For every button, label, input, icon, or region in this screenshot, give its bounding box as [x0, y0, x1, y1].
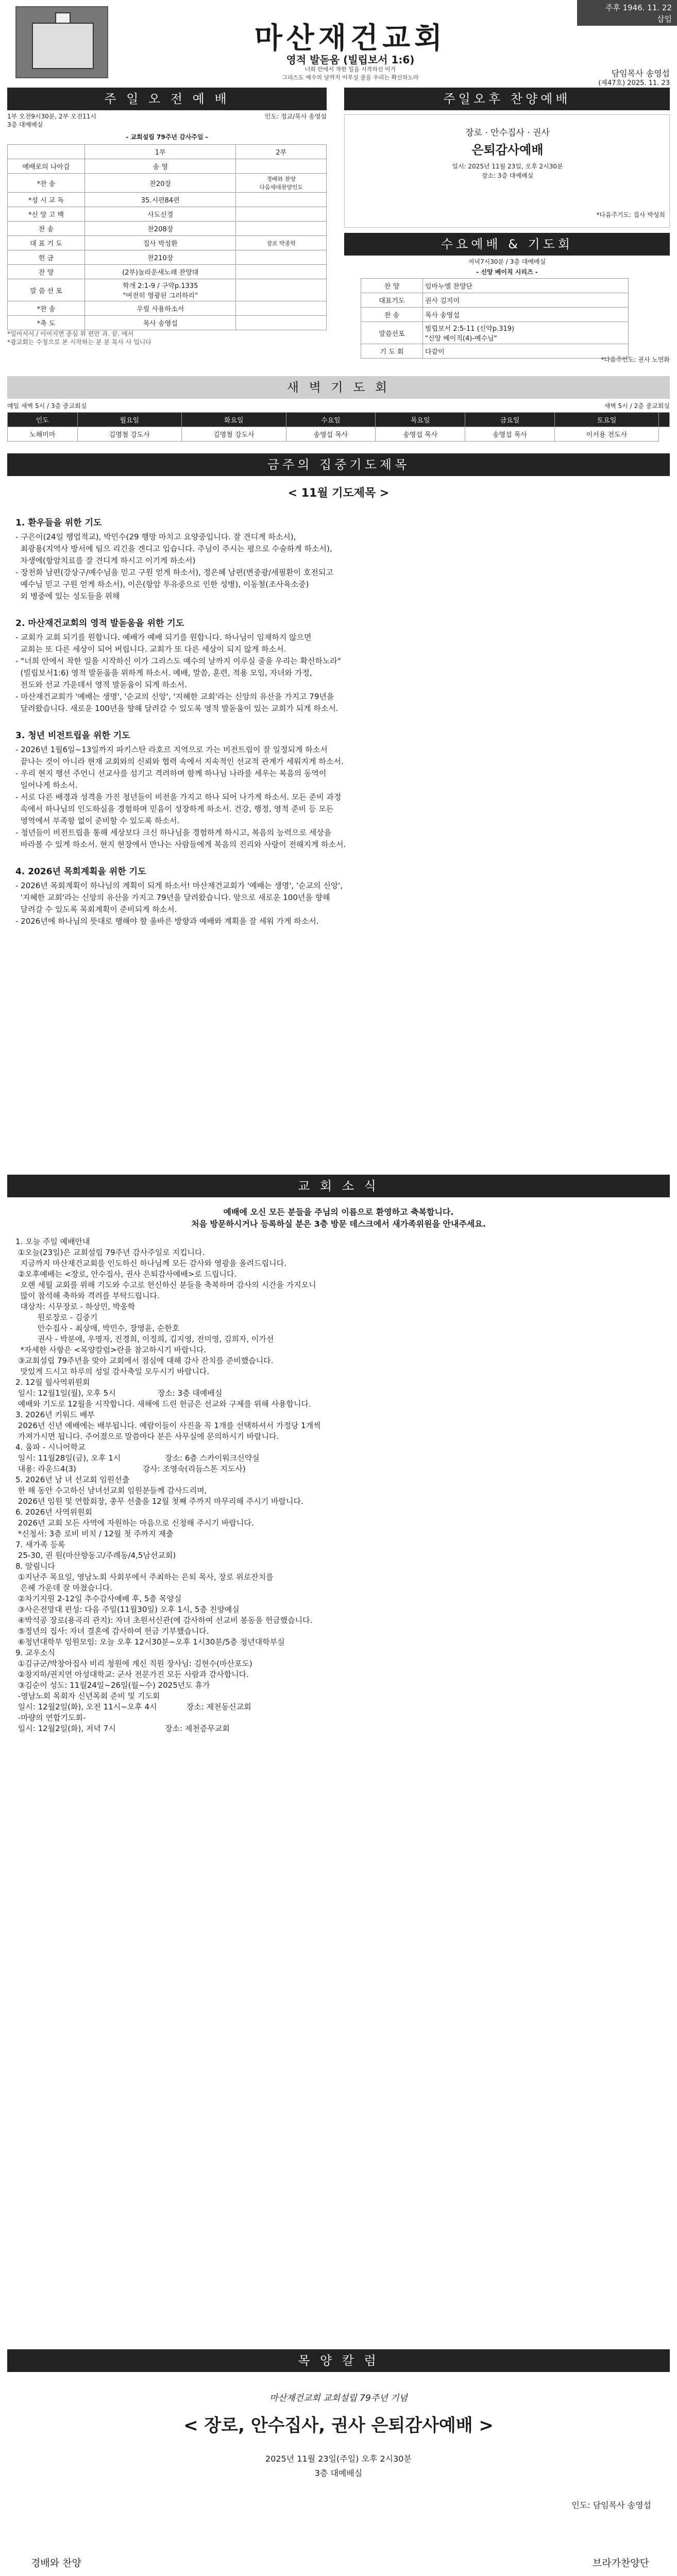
afternoon-next-prayer: *다음주기도: 집사 박성희 — [596, 211, 665, 218]
morning-order-row — [8, 174, 327, 193]
church-news-title: 교 회 소 식 — [7, 1175, 670, 1197]
morning-order-value-2 — [236, 265, 327, 279]
wednesday-order-value: 권사 김지미 — [423, 293, 629, 308]
pastoral-column-title: 목 양 칼 럼 — [7, 2349, 670, 2372]
morning-order-value-2: 장로 박종학 — [236, 236, 327, 250]
prayer-sections — [15, 515, 665, 941]
dawn-leader-cell: 이서용 전도사 — [554, 427, 658, 442]
morning-order-value-1: 사도신경 — [85, 207, 236, 222]
wednesday-order-row — [361, 293, 629, 308]
morning-order-value-1: 찬20장 — [85, 174, 236, 193]
wednesday-order-label: 대표기도 — [361, 293, 423, 308]
wednesday-order-row — [361, 308, 629, 322]
morning-order-row — [8, 250, 327, 265]
prayer-section-heading: 1. 환우들을 위한 기도 — [15, 518, 102, 528]
morning-col-2: 2부 — [236, 145, 327, 159]
morning-order-value-2 — [236, 316, 327, 330]
prayer-section-body: - 2026년 목회계획이 하나님의 계획이 되게 하소서! 마산재건교회가 '예배는 생명', '순교의 신앙', '지혜한 교회'라는 신앙의 유산을 가지고 79년을 달려왔습니다. 앞으로 새로운 100년을 향해 달려갈 수 있도록 목회계획이 준비되게 하소서. - 2026년에 하나님의 뜻대로 행해야 할 올바른 방향과 예배와 계획을 잘 세워 가게 하소서. — [15, 881, 343, 926]
motto: 영적 발돋움 (빌립보서 1:6) — [286, 54, 415, 66]
dawn-prayer-title: 새 벽 기 도 회 — [7, 376, 670, 399]
dawn-leader-cell: 김명철 강도사 — [77, 427, 181, 442]
afternoon-leader: 장로 · 안수집사 · 권사 — [465, 128, 550, 138]
news-items: 1. 오늘 주일 예배안내 ①오늘(23일)은 교회설립 79주년 감사주일로 지킵니다. 지금까지 마산재건교회를 인도하신 하나님께 모든 감사와 영광을 올려드립니다. ②오후예배는 <장로, 안수집사, 권사 은퇴감사예배>로 드립니다. 오랜 세월 교회를 위해 기도와 수고로 헌신하신 분들을 축복하며 감사의 시간을 가지오니 많이 참석해 축하와 격려를 부탁드립니다. 대상자: 시무장로 - 하상민, 박웅학 원로장로 - 김중기 안수집사 - 최상매, 박민수, 장영윤, 순한호 권사 - 박분애, 우명자, 진경희, 이정희, 김지영, 전미영, 김희자, 이가선 *자세한 사항은 <목양칼럼>란을 참고하시기 바랍니다. ③교회설립 79주년을 맞아 교회에서 점심에 대해 감사 잔치를 준비했습니다. 맛있게 드시고 하루의 성일 감사축일 모두시기 바랍니다. 2. 12월 월사역위원회 일시: 12월1일(월), 오후 5시 장소: 3층 대예배실 예배와 기도로 12월을 시작합니다. 새해에 드린 헌금은 선교와 구제를 위해 사용합니다. 3. 2026년 키워드 배부 2026년 신년 예배에는 배부됩니다. 예람이들이 사진을 꼭 1개를 선택하셔서 가정당 1개씩 가져가시면 됩니다. 주어졌으로 말씀마다 분은 사무실에 문의하시기 바랍니다. 4. 움파 - 시니어학교 일시: 11월28일(금), 오후 1시 장소: 6층 스카이워크신약실 내용: 라운드4(3) 강사: 조영숙(리듬스톤 지도사) 5. 2026년 남 녀 선교회 임원선출 한 해 동안 수고하신 남녀선교회 임원분들께 감사드리며, 2026년 임원 및 연합회장, 총무 선출을 12월 첫째 주까지 마무리해 주시기 바랍니다. 6. 2026년 사역위원회 2026년 교회 모든 사역에 자원하는 마음으로 신청해 주시기 바랍니다. *신청서: 3층 로비 비치 / 12월 첫 주까지 제출 7. 새가족 등록 25-30, 권 원(마산향동고/주례동/4,5남선교회) 8. 알림니다 ①지난주 목요일, 영남노회 사회부에서 주최하는 은퇴 목사, 장로 위로잔치를 은혜 가운데 잘 마쳤습니다. ②차기지원 2-12일 추수감사예배 후, 5층 목양실 ③사은전망대 편성: 다음 주일(11월30일) 오후 1시, 5층 친양예실 ④박석공 장로(용곡리 관지): 자녀 초원서신관(에 감사하여 선교비 봉동을 헌금했습니다. ⑤정년의 집사: 자녀 결혼에 감사하여 헌금 기부했습니다. ⑥청년대학부 임원모임: 오늘 오후 12시30분~오후 1시30분/5층 청년대학부실 9. 교우소식 ①김규군/박창아집사 비리 청원에 계신 직원 장사님: 김현수(마산포도) ②창지하/권지연 아성대학교: 군사 전문가진 모든 사람과 감사합니다. ③김순이 성도: 11월24일~26일(월~수) 2025년도 휴가 -영남노회 목회자 신년목회 준비 및 기도회 일시: 12월2일(화), 오전 11시~오후 4시 장소: 제천동신교회 -마량의 연합기도회- 일시: 12월2일(화), 저녁 7시 장소: 제천증무교회 — [15, 1237, 321, 1733]
dawn-left-note: 매일 새벽 5시 / 3층 중교회실 — [7, 402, 87, 410]
wednesday-order-table — [361, 278, 629, 359]
prayer-section-body: - 2026년 1월6일~13일까지 파키스탄 라호르 지역으로 가는 비전트립이 잘 일정되게 하소서 끝나는 것이 아니라 현재 교회와의 신뢰와 협력 속에서 지속적인 선교적 관계가 세워지게 하소서. - 우리 현지 행선 주언니 선교사를 섬기고 격려하며 함께 하나님 나라를 세우는 복음의 동역이 일어나게 하소서. - 서로 다른 배경과 성격을 가진 청년들이 비전을 가지고 하나 되어 나가게 하소서. 모든 준비 과정 속에서 하나님의 인도하심을 경험하며 믿음이 성장하게 하소서. 건강, 행정, 영적 준비 등 모든 영역에서 부족함 없이 준비할 수 있도록 하소서. - 청년들이 비전트립을 통해 세상보다 크신 하나님을 경험하게 하시고, 복음의 능력으로 세상을 바라볼 수 있게 하소서. 현지 현장에서 만나는 사람들에게 복음의 진리와 사랑이 전해지게 하소서. — [15, 745, 346, 849]
morning-order-row — [8, 279, 327, 301]
afternoon-time: 일시: 2025년 11월 23일, 오후 2시30분 — [452, 163, 563, 170]
wednesday-order-label: 말씀선포 — [361, 322, 423, 344]
dawn-head-day: 월요일 — [77, 413, 181, 427]
wednesday-order-label: 기 도 회 — [361, 344, 423, 359]
senior-pastor: 담임목사 송영섭 — [611, 69, 670, 78]
afternoon-place: 장소: 3층 대예배실 — [481, 172, 534, 179]
afternoon-worship-title: 주일오후 찬양예배 — [344, 88, 670, 110]
dawn-head-day: 수요일 — [286, 413, 376, 427]
morning-order-label: 찬 양 — [8, 265, 85, 279]
morning-order-value-1: 35.시편84편 — [85, 193, 236, 207]
morning-order-value-2 — [236, 159, 327, 174]
dawn-table-leaders — [8, 427, 670, 442]
morning-time-line-2: 3층 대예배실 — [7, 121, 43, 128]
wednesday-order-value: 빌립보서 2:5-11 (신약p.319) "신앙 베이직(4)-예수님" — [423, 322, 629, 344]
morning-col-1: 1부 — [85, 145, 236, 159]
news-welcome-line-1: 예배에 오신 모든 분들을 주님의 이름으로 환영하고 축복합니다. — [223, 1207, 454, 1217]
prayer-section — [15, 728, 665, 851]
morning-order-value-2 — [236, 193, 327, 207]
morning-order-label: 찬 송 — [8, 222, 85, 236]
morning-time-note — [7, 112, 162, 129]
morning-order-value-2 — [236, 301, 327, 316]
morning-order-value-1: 목사 송영섭 — [85, 316, 236, 330]
afternoon-box — [344, 114, 670, 228]
morning-order-label: 헌 금 — [8, 250, 85, 265]
church-building-photo — [15, 6, 108, 78]
afternoon-event: 은퇴감사예배 — [471, 143, 544, 157]
issue-number: (제47호) 2025. 11. 23 — [598, 79, 670, 87]
prayer-section-heading: 3. 청년 비전트립을 위한 기도 — [15, 731, 130, 741]
morning-order-value-1: 학개 2:1-9 / 구약p.1335 "여전히 영광된 그러하리" — [85, 279, 236, 301]
morning-order-row — [8, 301, 327, 316]
prayer-section-heading: 4. 2026년 목회계획을 위한 기도 — [15, 867, 146, 877]
column-datetime: 2025년 11월 23일(주일) 오후 2시30분 — [265, 2454, 412, 2464]
day-text: 삽입 — [657, 14, 672, 24]
date-text: 주후 1946. 11. 22 — [605, 3, 672, 12]
morning-col-label — [8, 145, 85, 159]
news-welcome-line-2: 처음 방문하시거나 등록하실 분은 3층 방문 데스크에서 새가족위원을 안내주세요. — [191, 1219, 486, 1229]
program-person: 브라가찬양단 — [592, 2557, 649, 2569]
morning-order-label: 말 씀 선 포 — [8, 279, 85, 301]
dawn-right-note: 새벽 5시 / 2층 중교회실 — [604, 402, 670, 410]
morning-order-label: 예배로의 나아감 — [8, 159, 85, 174]
morning-footnote-1: *일어서서 / 이어지면 중심 위 편안 과. 끝. 에서 — [7, 330, 134, 337]
morning-subheader: - 교회설립 79주년 감사주일 - — [126, 133, 208, 141]
morning-order-value-2 — [236, 222, 327, 236]
morning-order-row — [8, 316, 327, 330]
dawn-head-leader-label: 인도 — [8, 413, 78, 427]
prayer-section — [15, 864, 665, 927]
morning-table-header — [8, 145, 327, 159]
wednesday-order-value: 목사 송영섭 — [423, 308, 629, 322]
motto-verse-line-2: 그리스도 예수의 날까지 이루실 줄을 우리는 확신하노라 — [282, 74, 419, 81]
morning-order-value-1: 우릴 사용하소서 — [85, 301, 236, 316]
church-name: 마산재건교회 — [254, 21, 447, 55]
morning-order-row — [8, 207, 327, 222]
morning-order-value-1: 송 영 — [85, 159, 236, 174]
morning-footnote-2: *광교회는 수칭으로 본 시작하는 분 분 목사 사 입니다 — [7, 338, 151, 346]
morning-order-row — [8, 193, 327, 207]
wednesday-time: 저녁7시30분 / 3층 대예배실 — [468, 258, 546, 265]
wednesday-order-value: 임마누엘 찬양단 — [423, 279, 629, 293]
bulletin-header — [0, 0, 677, 87]
morning-time-line-1: 1부 오전9시30분, 2부 오전11시 — [7, 113, 97, 120]
morning-order-value-2 — [236, 279, 327, 301]
news-welcome — [7, 1206, 670, 1229]
column-place: 3층 대예배실 — [314, 2468, 363, 2478]
prayer-section-body: - 교회가 교회 되기를 원합니다. 예배가 예배 되기를 원합니다. 하나님이 임재하지 않으면 교회는 또 다른 세상이 되어 버립니다. 교회가 또 다른 세상이 되지 않게 하소서. - "너희 안에서 착한 일을 시작하신 이가 그리스도 예수의 날까지 이루실 줄을 우리는 확신하노라" (빌립보서1:6) 영적 발돋움을 위하게 하소서. 예배, 말씀, 훈련, 적용 모임, 자녀와 가정, 전도와 선교 가운데서 영적 발돋움이 되게 하소서. - 마산재건교회가 '예배는 생명', '순교의 신앙', '지혜한 교회'라는 신앙의 유산을 가지고 79년을 달려왔습니다. 새로운 100년을 향해 달려갈 수 있도록 영적 발돋움이 있는 교회가 되게 하소서. — [15, 633, 341, 713]
prayer-section-body: - 구은이(24일 행업적교), 박민수(29 행망 마치고 요양중입니다. 잘 견디게 하소서), 최광용(지역사 방서에 팀으 리긴을 겐디고 입습니다. 주님이 주시는 평으로 수술하게 하소서), 차생에(항암치료를 잘 견디게 하시고 이기게 하소서) - 장천화 남편(강상구/예수님을 믿고 구원 얻게 하소서), 정은혜 남편(변중광/세필환이 호전되고 예수님 믿고 구원 얻게 하소서), 이은(항암 투유중으로 인한 성병), 이동철(조사육소중) 외 병중에 있는 성도들을 위해 — [15, 532, 333, 601]
column-program — [31, 2524, 649, 2576]
wednesday-order-label: 찬 송 — [361, 308, 423, 322]
morning-order-value-2 — [236, 207, 327, 222]
morning-order-row — [8, 265, 327, 279]
morning-order-label: *신 앙 고 백 — [8, 207, 85, 222]
morning-worship-title: 주 일 오 전 예 배 — [7, 88, 327, 110]
morning-order-value-1: 집사 박성환 — [85, 236, 236, 250]
column-leader: 인도: 담임목사 송영섭 — [571, 2500, 651, 2510]
wednesday-order-value: 다같이 — [423, 344, 629, 359]
column-main-title: < 장로, 안수집사, 권사 은퇴감사예배 > — [183, 2415, 494, 2436]
dawn-head-day: 금요일 — [465, 413, 555, 427]
dawn-head-day: 화요일 — [182, 413, 286, 427]
program-row — [31, 2524, 649, 2576]
morning-order-label: 대 표 기 도 — [8, 236, 85, 250]
wednesday-next-leader: *다음주인도: 권사 노연화 — [601, 356, 670, 363]
dawn-table-header — [8, 413, 670, 427]
motto-verse-line-1: 너희 안에서 착한 일을 시작하신 이가 — [304, 66, 396, 73]
wednesday-worship-title: 수요예배 & 기도회 — [344, 233, 670, 256]
morning-order-label: *성 시 교 독 — [8, 193, 85, 207]
wednesday-order-label: 찬 양 — [361, 279, 423, 293]
morning-order-row — [8, 222, 327, 236]
dawn-leader-cell: 노해미마 — [8, 427, 78, 442]
dawn-head-day: 목요일 — [376, 413, 465, 427]
morning-order-value-1: 찬208장 — [85, 222, 236, 236]
prayer-month-title: < 11월 기도제목 > — [287, 487, 390, 500]
column-handwritten: 마산재건교회 교회설립 79주년 기념 — [269, 2393, 408, 2403]
morning-order-label: *찬 송 — [8, 301, 85, 316]
dawn-leader-cell: 김명철 강도사 — [182, 427, 286, 442]
morning-order-value-2: 경배와 찬양 다음세대찬양인도 — [236, 174, 327, 193]
dawn-head-day: 토요일 — [554, 413, 658, 427]
morning-order-value-1: 찬210장 — [85, 250, 236, 265]
date-badge — [577, 0, 677, 26]
dawn-leader-cell: 송영섭 목사 — [286, 427, 376, 442]
dawn-leader-cell: 송영섭 목사 — [465, 427, 555, 442]
wednesday-order-row — [361, 279, 629, 293]
morning-order-value-2 — [236, 250, 327, 265]
morning-order-row — [8, 159, 327, 174]
morning-order-row — [8, 236, 327, 250]
church-building-shape — [32, 23, 94, 69]
morning-order-value-1: (2부)놀라운새노래 찬양대 — [85, 265, 236, 279]
morning-footnotes — [7, 330, 327, 346]
prayer-section — [15, 616, 665, 715]
dawn-leader-cell: 송영섭 목사 — [376, 427, 465, 442]
morning-order-label: *축 도 — [8, 316, 85, 330]
morning-leader-note: 인도: 정교/목사 송영섭 — [264, 113, 327, 120]
dawn-prayer-table — [7, 412, 670, 442]
program-item: 경배와 찬양 — [31, 2557, 81, 2569]
wednesday-series: - 신앙 베이직 시리즈 - — [476, 268, 538, 276]
wednesday-order-row — [361, 322, 629, 344]
prayer-topics-title: 금주의 집중기도제목 — [7, 453, 670, 476]
dawn-head-spacer — [659, 413, 670, 427]
morning-order-label: *찬 송 — [8, 174, 85, 193]
morning-order-table — [7, 144, 327, 330]
prayer-section — [15, 515, 665, 602]
prayer-section-heading: 2. 마산재건교회의 영적 발돋움을 위한 기도 — [15, 618, 184, 629]
